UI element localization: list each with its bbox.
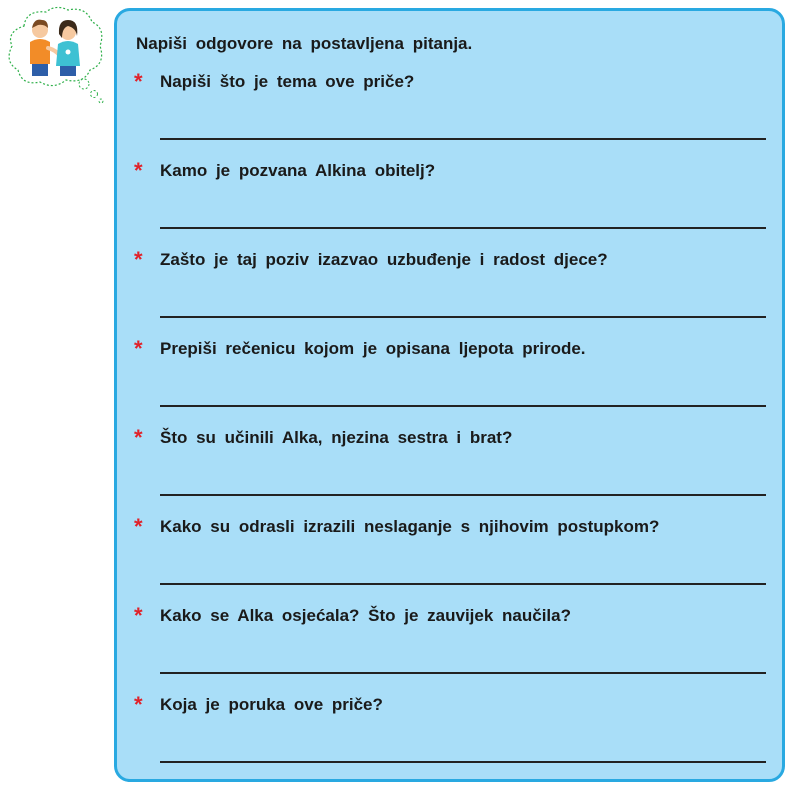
question-item	[117, 692, 777, 775]
question-item	[117, 158, 777, 241]
children-icon	[4, 4, 110, 104]
bullet-star-icon: *	[134, 425, 143, 450]
instruction-heading: Napiši odgovore na postavljena pitanja.	[136, 34, 473, 53]
thought-bubble-illustration	[4, 4, 110, 104]
answer-line[interactable]	[160, 761, 766, 763]
question-text: Prepiši rečenicu kojom je opisana ljepota prirode.	[160, 339, 586, 358]
bullet-star-icon: *	[134, 603, 143, 628]
question-text: Kako se Alka osjećala? Što je zauvijek naučila?	[160, 606, 571, 625]
bullet-star-icon: *	[134, 158, 143, 183]
question-item	[117, 514, 777, 597]
answer-line[interactable]	[160, 316, 766, 318]
bullet-star-icon: *	[134, 69, 143, 94]
bullet-star-icon: *	[134, 692, 143, 717]
answer-line[interactable]	[160, 672, 766, 674]
question-text: Što su učinili Alka, njezina sestra i brat?	[160, 428, 513, 447]
question-item	[117, 425, 777, 508]
question-text: Kako su odrasli izrazili neslaganje s njihovim postupkom?	[160, 517, 660, 536]
question-item	[117, 69, 777, 152]
answer-line[interactable]	[160, 583, 766, 585]
bullet-star-icon: *	[134, 336, 143, 361]
question-item	[117, 336, 777, 419]
answer-line[interactable]	[160, 227, 766, 229]
bullet-star-icon: *	[134, 247, 143, 272]
question-item	[117, 603, 777, 686]
question-text: Koja je poruka ove priče?	[160, 695, 383, 714]
answer-line[interactable]	[160, 138, 766, 140]
bullet-star-icon: *	[134, 514, 143, 539]
answer-line[interactable]	[160, 494, 766, 496]
questions-panel	[114, 8, 785, 782]
question-text: Kamo je pozvana Alkina obitelj?	[160, 161, 436, 180]
question-text: Zašto je taj poziv izazvao uzbuđenje i radost djece?	[160, 250, 608, 269]
question-item	[117, 247, 777, 330]
answer-line[interactable]	[160, 405, 766, 407]
question-text: Napiši što je tema ove priče?	[160, 72, 415, 91]
